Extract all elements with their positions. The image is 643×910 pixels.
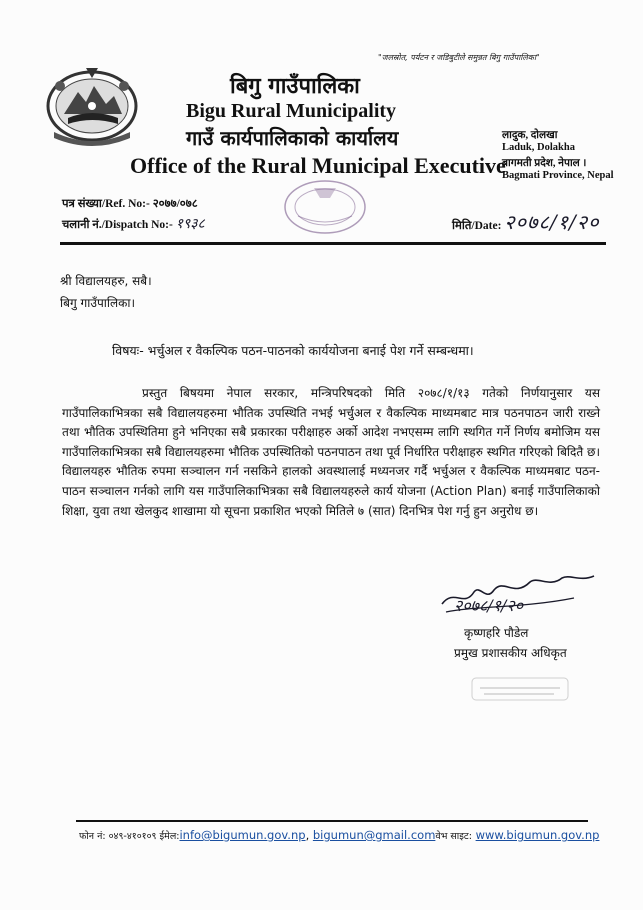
letter-body <box>62 384 600 521</box>
nepal-emblem-logo <box>38 62 146 148</box>
address-line: बागमती प्रदेश, नेपाल । <box>502 158 587 169</box>
address-line: लादुक, दोलखा <box>502 130 558 141</box>
faint-seal <box>470 674 570 704</box>
office-name-nepali: गाउँ कार्यपालिकाको कार्यालय <box>186 126 399 150</box>
signature-date: २०७८/१/२० <box>454 596 524 615</box>
ref-label: पत्र संख्या/Ref. No:- <box>62 198 150 210</box>
addressee-line: श्री विद्यालयहरु, सबै। <box>60 274 152 288</box>
email-link[interactable]: info@bigumun.gov.np <box>179 828 306 842</box>
subject-line: विषयः- भर्चुअल र वैकल्पिक पठन-पाठनको कार्ययोजना बनाई पेश गर्ने सम्बन्धमा। <box>112 343 474 358</box>
footer-contact <box>79 828 599 842</box>
municipality-name-english: Bigu Rural Municipality <box>186 100 397 122</box>
ref-value: २०७७/०७८ <box>152 198 198 210</box>
office-stamp <box>278 176 372 238</box>
date-value: २०७८/१/२० <box>504 210 600 234</box>
website-link[interactable]: www.bigumun.gov.np <box>475 828 600 842</box>
signatory-title: प्रमुख प्रशासकीय अधिकृत <box>454 646 567 660</box>
header-divider <box>60 242 606 245</box>
web-label: वेभ साइट: <box>435 831 472 842</box>
ref-number <box>62 196 198 211</box>
footer-divider <box>76 820 588 822</box>
addressee-line: बिगु गाउँपालिका। <box>60 296 136 310</box>
dispatch-value: १९३८ <box>175 216 205 232</box>
date-label: मिति/Date: <box>452 220 502 232</box>
separator: , <box>305 828 313 842</box>
phone-label: फोन नं: ०४९-४१०१०९ ईमेल: <box>79 831 180 842</box>
body-paragraph: प्रस्तुत बिषयमा नेपाल सरकार, मन्त्रिपरिषदको मिति २०७८/१/१३ गतेको निर्णयानुसार यस गाउँपालिकाभित्रका सबै विद्यालयहरुमा भौतिक उपस्थिति नभई भर्चुअल र वैकल्पिक माध्यमबाट मात्र पठनपाठन जारी राख्ने तथा भौतिक उपस्थितिमा हुने भनिएका सबै प्रकारका परीक्षाहरु अर्को आदेश नभएसम्म लागि स्थगित गर्ने निर्णय बमोजिम यस गाउँपालिकाभित्रका सबै विद्यालयहरुमा भौतिक उपस्थितिको पठनपाठन तथा पूर्व निर्धारित परीक्षाहरु स्थगित गरिएको बिदितै छ। विद्यालयहरु भौतिक रुपमा सञ्चालन गर्न नसकिने हालको अवस्थालाई मध्यनजर गर्दै भर्चुअल र वैकल्पिक माध्यमबाट पठन-पाठन सञ्चालन गर्नको लागि यस गाउँपालिकाभित्रका सबै विद्यालयहरुले कार्य योजना (Action Plan) बनाई गाउँपालिकाको शिक्षा, युवा तथा खेलकुद शाखामा यो सूचना प्रकाशित भएको मितिले ७ (सात) दिनभित्र पेश गर्नु हुन अनुरोध छ। <box>62 386 601 518</box>
address-line: Bagmati Province, Nepal <box>502 170 614 181</box>
office-name-english: Office of the Rural Municipal Executive <box>130 153 506 178</box>
dispatch-number <box>62 214 205 233</box>
signatory-name: कृष्णहरि पौडेल <box>464 626 529 640</box>
email-link-2[interactable]: bigumun@gmail.com <box>312 828 436 842</box>
dispatch-label: चलानी नं./Dispatch No:- <box>62 219 173 231</box>
slogan: "जलस्रोत, पर्यटन र जडिबुटीले समुन्नत बिगु गाउँपालिका" <box>378 53 540 62</box>
letter-date <box>452 208 600 235</box>
municipality-name-nepali: बिगु गाउँपालिका <box>230 74 360 99</box>
address-line: Laduk, Dolakha <box>502 142 575 153</box>
